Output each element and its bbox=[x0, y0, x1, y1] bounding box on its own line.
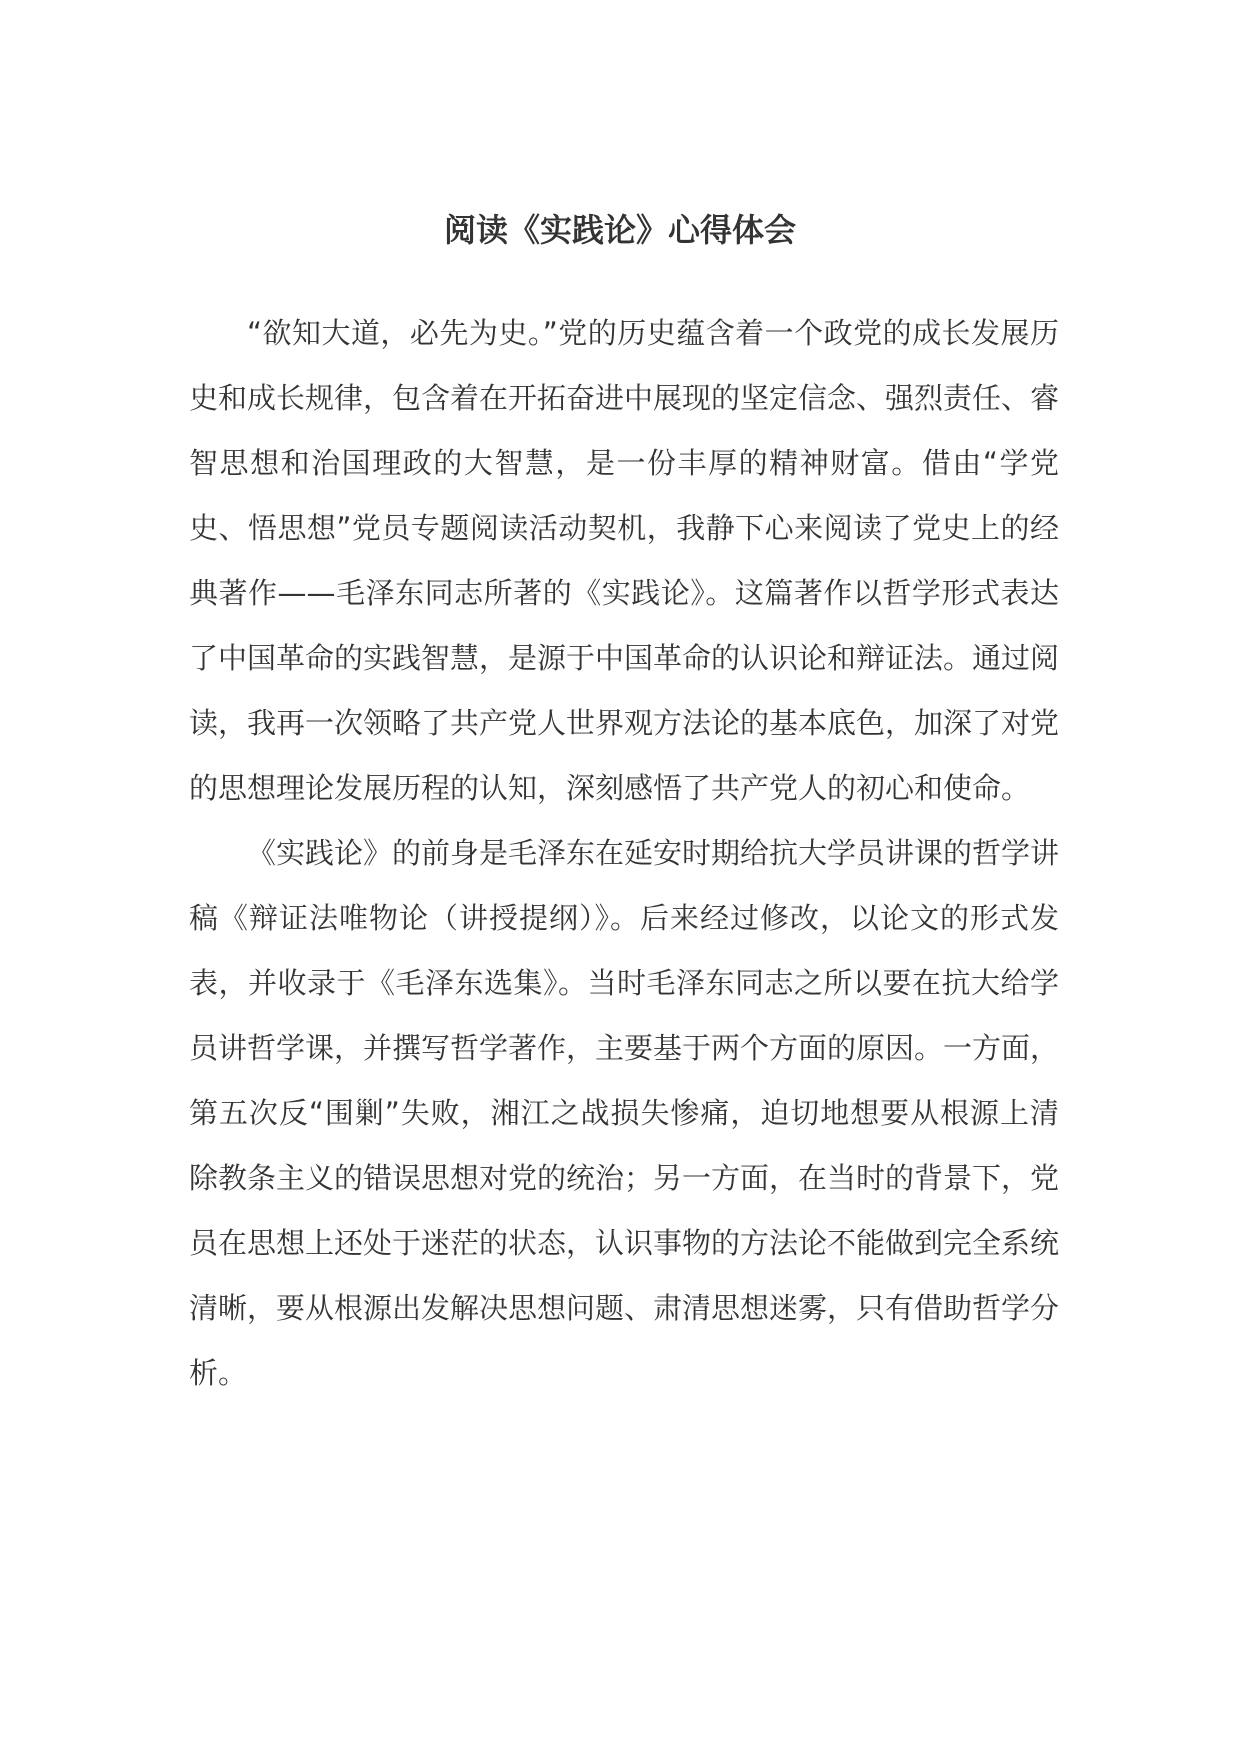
paragraph-1: “欲知大道，必先为史。”党的历史蕴含着一个政党的成长发展历史和成长规律，包含着在开拓奋进中展现的坚定信念、强烈责任、睿智思想和治国理政的大智慧，是一份丰厚的精神财富。借由“学党史、悟思想”党员专题阅读活动契机，我静下心来阅读了党史上的经典著作——毛泽东同志所著的《实践论》。这篇著作以哲学形式表达了中国革命的实践智慧，是源于中国革命的认识论和辩证法。通过阅读，我再一次领略了共产党人世界观方法论的基本底色，加深了对党的思想理论发展历程的认知，深刻感悟了共产党人的初心和使命。 bbox=[189, 316, 1060, 805]
paragraph-2: 《实践论》的前身是毛泽东在延安时期给抗大学员讲课的哲学讲稿《辩证法唯物论（讲授提纲）》。后来经过修改，以论文的形式发表，并收录于《毛泽东选集》。当时毛泽东同志之所以要在抗大给学员讲哲学课，并撰写哲学著作，主要基于两个方面的原因。一方面，第五次反“围剿”失败，湘江之战损失惨痛，迫切地想要从根源上清除教条主义的错误思想对党的统治；另一方面，在当时的背景下，党员在思想上还处于迷茫的状态，认识事物的方法论不能做到完全系统清晰，要从根源出发解决思想问题、肃清思想迷雾，只有借助哲学分析。 bbox=[189, 836, 1060, 1390]
document-title: 阅读《实践论》心得体会 bbox=[443, 211, 796, 249]
document-body bbox=[189, 301, 1059, 1406]
